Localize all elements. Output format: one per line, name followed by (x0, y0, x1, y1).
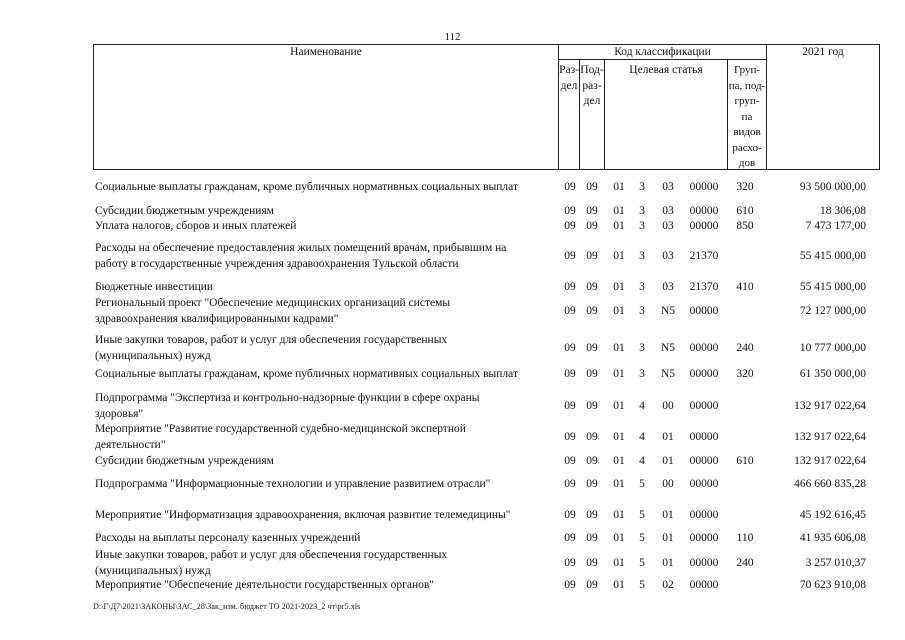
code-cell-a: 01 (613, 455, 625, 467)
row-name (95, 366, 550, 382)
row-name (95, 547, 550, 579)
code-cell-r: 09 (564, 579, 576, 591)
code-cell-p: 09 (586, 342, 598, 354)
code-cell-p: 09 (586, 455, 598, 467)
code-cell-g: 320 (736, 368, 754, 380)
row-name (95, 240, 550, 272)
row-name-line: здоровья" (95, 408, 144, 420)
code-cell-a: 01 (613, 579, 625, 591)
code-cell-c: 03 (662, 250, 674, 262)
code-cell-r: 09 (564, 220, 576, 232)
row-name-line: Мероприятие "Обеспечение деятельности государственных органов" (95, 579, 434, 591)
code-cell-r: 09 (564, 305, 576, 317)
code-cell-a: 01 (613, 478, 625, 490)
row-name (95, 332, 550, 364)
amount-cell: 3 257 010,37 (805, 557, 866, 569)
code-cell-p: 09 (586, 181, 598, 193)
code-cell-d: 00000 (689, 455, 719, 467)
code-cell-p: 09 (586, 509, 598, 521)
amount-cell: 61 350 000,00 (799, 368, 866, 380)
code-cell-a: 01 (613, 400, 625, 412)
code-cell-d: 00000 (689, 532, 719, 544)
code-cell-r: 09 (564, 478, 576, 490)
code-cell-c: 01 (662, 431, 674, 443)
code-cell-r: 09 (564, 342, 576, 354)
code-header-label: Код классификации (614, 46, 711, 58)
row-name (95, 390, 550, 422)
podrazdel-label (579, 63, 605, 110)
code-cell-r: 09 (564, 205, 576, 217)
code-cell-g: 850 (736, 220, 754, 232)
code-cell-r: 09 (564, 557, 576, 569)
code-cell-c: 03 (662, 220, 674, 232)
row-name-line: деятельности" (95, 439, 166, 451)
code-cell-b: 3 (639, 220, 645, 232)
code-cell-a: 01 (613, 181, 625, 193)
code-cell-a: 01 (613, 342, 625, 354)
code-cell-b: 5 (639, 509, 645, 521)
code-cell-a: 01 (613, 557, 625, 569)
code-cell-g: 410 (736, 281, 754, 293)
group-label-line: па (741, 110, 753, 123)
code-cell-b: 5 (639, 478, 645, 490)
code-cell-b: 3 (639, 368, 645, 380)
row-name-line: здравоохранения квалифицированными кадрами" (95, 313, 339, 325)
code-cell-p: 09 (586, 478, 598, 490)
code-cell-d: 00000 (689, 220, 719, 232)
code-cell-r: 09 (564, 250, 576, 262)
code-cell-d: 21370 (689, 281, 719, 293)
row-name (95, 577, 550, 593)
group-label-line: видов (733, 126, 761, 138)
code-cell-p: 09 (586, 579, 598, 591)
row-name (95, 476, 550, 492)
amount-cell: 93 500 000,00 (799, 181, 866, 193)
amount-cell: 466 660 835,28 (794, 478, 866, 490)
code-cell-p: 09 (586, 250, 598, 262)
code-cell-d: 00000 (689, 342, 719, 354)
year-header-label: 2021 год (802, 46, 844, 58)
name-header-label: Наименование (290, 46, 362, 58)
code-cell-d: 00000 (689, 579, 719, 591)
code-cell-c: 00 (662, 478, 674, 490)
code-cell-c: 01 (662, 509, 674, 521)
code-cell-p: 09 (586, 368, 598, 380)
row-name-line: работу в государственные учреждения здравоохранения Тульской области (95, 258, 459, 270)
group-label-line: дов (738, 157, 756, 169)
group-label-line: па, под- (728, 79, 766, 92)
code-cell-b: 4 (639, 400, 645, 412)
row-name-line: Мероприятие "Информатизация здравоохранения, включая развитие телемедицины" (95, 509, 511, 521)
code-cell-d: 00000 (689, 509, 719, 521)
amount-cell: 55 415 000,00 (799, 281, 866, 293)
code-cell-a: 01 (613, 431, 625, 443)
code-cell-p: 09 (586, 205, 598, 217)
code-cell-a: 01 (613, 281, 625, 293)
code-cell-d: 00000 (689, 431, 719, 443)
razdel-label-line: Раз- (559, 64, 579, 76)
amount-cell: 132 917 022,64 (794, 455, 866, 467)
row-name-line: Иные закупки товаров, работ и услуг для обеспечения государственных (95, 549, 448, 561)
code-cell-b: 3 (639, 181, 645, 193)
row-name (95, 279, 550, 295)
code-cell-g: 610 (736, 455, 754, 467)
code-cell-a: 01 (613, 509, 625, 521)
amount-cell: 70 623 910,08 (799, 579, 866, 591)
code-cell-c: N5 (660, 305, 676, 317)
row-name-line: Расходы на обеспечение предоставления жилых помещений врачам, прибывшим на (95, 242, 507, 254)
row-name (95, 179, 550, 195)
row-name-line: Бюджетные инвестиции (95, 281, 214, 293)
year-column-header (766, 44, 880, 170)
code-cell-b: 3 (639, 205, 645, 217)
amount-cell: 132 917 022,64 (794, 431, 866, 443)
code-cell-a: 01 (613, 220, 625, 232)
code-cell-c: 01 (662, 557, 674, 569)
code-cell-a: 01 (613, 368, 625, 380)
row-name (95, 218, 550, 234)
code-cell-c: N5 (660, 368, 676, 380)
amount-cell: 18 306,08 (820, 205, 866, 217)
table-header (93, 44, 880, 170)
row-name-line: Расходы на выплаты персоналу казенных учреждений (95, 532, 361, 544)
code-cell-d: 00000 (689, 181, 719, 193)
code-cell-c: 03 (662, 205, 674, 217)
code-cell-b: 4 (639, 455, 645, 467)
podrazdel-label-line: раз- (582, 79, 602, 92)
code-cell-a: 01 (613, 250, 625, 262)
code-cell-b: 5 (639, 532, 645, 544)
row-name (95, 295, 550, 327)
code-cell-r: 09 (564, 281, 576, 293)
row-name (95, 421, 550, 453)
code-cell-a: 01 (613, 205, 625, 217)
code-cell-a: 01 (613, 305, 625, 317)
code-cell-p: 09 (586, 557, 598, 569)
row-name (95, 530, 550, 546)
row-name-line: Уплата налогов, сборов и иных платежей (95, 220, 297, 232)
code-cell-b: 5 (639, 579, 645, 591)
code-cell-d: 21370 (689, 250, 719, 262)
code-cell-c: 01 (662, 532, 674, 544)
code-cell-g: 110 (736, 532, 754, 544)
page-number: 112 (444, 31, 461, 43)
code-cell-c: 00 (662, 400, 674, 412)
row-name-line: Субсидии бюджетным учреждениям (95, 205, 274, 217)
code-cell-p: 09 (586, 431, 598, 443)
row-name-line: Социальные выплаты гражданам, кроме публичных нормативных социальных выплат (95, 181, 518, 193)
code-cell-r: 09 (564, 532, 576, 544)
code-cell-r: 09 (564, 431, 576, 443)
group-label (727, 63, 767, 172)
code-cell-d: 00000 (689, 368, 719, 380)
code-cell-c: 02 (662, 579, 674, 591)
code-cell-r: 09 (564, 400, 576, 412)
amount-cell: 7 473 177,00 (805, 220, 866, 232)
razdel-label-line: дел (560, 79, 578, 92)
amount-cell: 132 917 022,64 (794, 400, 866, 412)
group-label-line: расхо- (732, 141, 762, 154)
code-cell-d: 00000 (689, 557, 719, 569)
code-cell-c: 03 (662, 281, 674, 293)
code-cell-c: 01 (662, 455, 674, 467)
row-name-line: Иные закупки товаров, работ и услуг для обеспечения государственных (95, 334, 448, 346)
row-name (95, 453, 550, 469)
code-cell-g: 240 (736, 557, 754, 569)
amount-cell: 41 935 606,08 (799, 532, 866, 544)
row-name-line: (муниципальных) нужд (95, 350, 211, 362)
row-name-line: Мероприятие "Развитие государственной судебно-медицинской экспертной (95, 423, 466, 435)
podrazdel-label-line: Под- (580, 64, 604, 76)
row-name-line: Подпрограмма "Экспертиза и контрольно-надзорные функции в сфере охраны (95, 392, 480, 404)
group-label-line: Груп- (733, 64, 761, 76)
row-name-line: Социальные выплаты гражданам, кроме публичных нормативных социальных выплат (95, 368, 518, 380)
code-cell-b: 3 (639, 342, 645, 354)
row-name (95, 507, 550, 523)
row-name-line: (муниципальных) нужд (95, 565, 211, 577)
code-cell-r: 09 (564, 368, 576, 380)
code-cell-r: 09 (564, 509, 576, 521)
group-label-line: груп- (734, 95, 760, 107)
code-cell-d: 00000 (689, 205, 719, 217)
code-cell-p: 09 (586, 305, 598, 317)
code-cell-g: 610 (736, 205, 754, 217)
row-name-line: Региональный проект "Обеспечение медицинских организаций системы (95, 297, 451, 309)
amount-cell: 10 777 000,00 (799, 342, 866, 354)
code-cell-g: 240 (736, 342, 754, 354)
amount-cell: 55 415 000,00 (799, 250, 866, 262)
code-cell-b: 5 (639, 557, 645, 569)
razdel-label (558, 63, 580, 94)
code-cell-d: 00000 (689, 305, 719, 317)
code-cell-d: 00000 (689, 478, 719, 490)
podrazdel-label-line: дел (583, 95, 601, 107)
code-cell-r: 09 (564, 455, 576, 467)
amount-cell: 72 127 000,00 (799, 305, 866, 317)
row-name-line: Субсидии бюджетным учреждениям (95, 455, 274, 467)
code-cell-b: 4 (639, 431, 645, 443)
code-cell-a: 01 (613, 532, 625, 544)
code-cell-d: 00000 (689, 400, 719, 412)
row-name (95, 203, 550, 219)
name-column-header (93, 44, 559, 170)
target-label: Целевая статья (629, 64, 703, 76)
code-cell-c: N5 (660, 342, 676, 354)
code-cell-p: 09 (586, 532, 598, 544)
code-cell-p: 09 (586, 400, 598, 412)
code-cell-g: 320 (736, 181, 754, 193)
code-cell-c: 03 (662, 181, 674, 193)
code-cell-p: 09 (586, 281, 598, 293)
code-cell-b: 3 (639, 250, 645, 262)
file-path-footer: D:\Г\Д7\2021\ЗАКОНЫ\ЗАС_28\Зак_изм. бюджет ТО 2021-2023_2 чт\pr5.xls (93, 602, 361, 611)
row-name-line: Подпрограмма "Информационные технологии и управление развитием отрасли" (95, 478, 491, 490)
code-cell-b: 3 (639, 305, 645, 317)
code-cell-b: 3 (639, 281, 645, 293)
code-cell-r: 09 (564, 181, 576, 193)
code-cell-p: 09 (586, 220, 598, 232)
amount-cell: 45 192 616,45 (799, 509, 866, 521)
